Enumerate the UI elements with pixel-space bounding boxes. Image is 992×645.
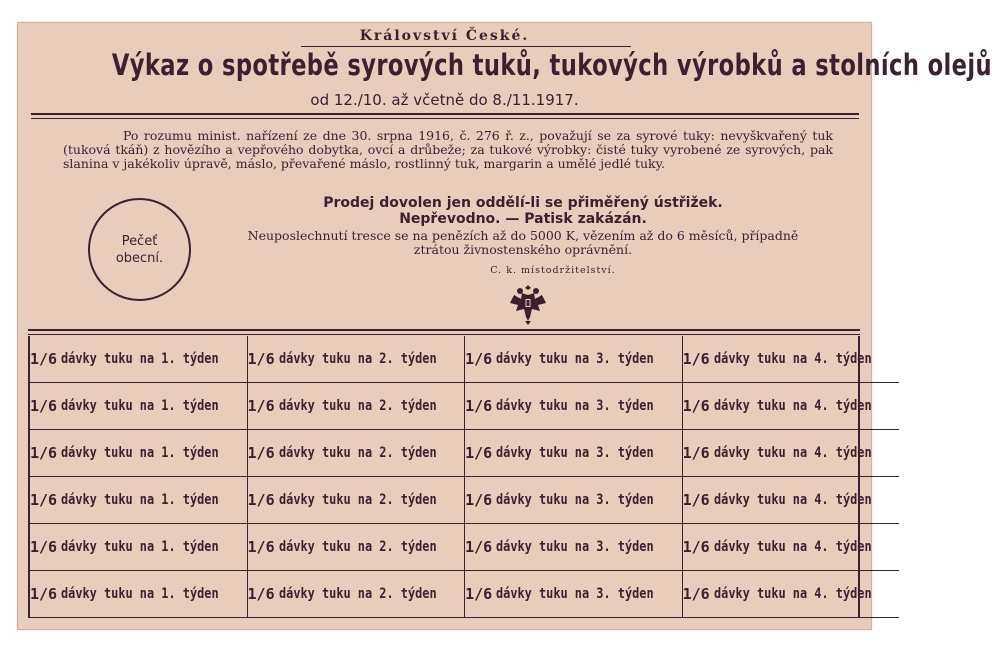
coupon-week-3[interactable] xyxy=(465,477,683,524)
coupon-week-4[interactable] xyxy=(683,524,900,571)
validity-period: od 12./10. až včetně do 8./11.1917. xyxy=(310,91,579,109)
coupon-label: dávky tuku na 2. týden xyxy=(278,445,437,461)
coupon-fraction: 1/6 xyxy=(30,585,58,603)
coupon-fraction: 1/6 xyxy=(247,491,275,509)
coupon-label: dávky tuku na 3. týden xyxy=(496,398,654,414)
coupon-label: dávky tuku na 2. týden xyxy=(278,586,437,602)
coupon-label: dávky tuku na 3. týden xyxy=(496,586,654,602)
coupon-week-3[interactable] xyxy=(465,383,683,430)
document-title: Výkaz o spotřebě syrových tuků, tukových výrobků a stolních olejů xyxy=(111,48,992,82)
coupon-fraction: 1/6 xyxy=(247,397,275,415)
coupon-fraction: 1/6 xyxy=(465,491,493,509)
municipal-seal-circle xyxy=(88,198,191,301)
coupon-fraction: 1/6 xyxy=(465,585,493,603)
coupon-fraction: 1/6 xyxy=(30,538,58,556)
coupon-week-3[interactable] xyxy=(465,336,683,383)
coupon-label: dávky tuku na 4. týden xyxy=(713,492,872,508)
coupon-week-2[interactable] xyxy=(248,336,466,383)
coupon-label: dávky tuku na 4. týden xyxy=(713,539,872,555)
coupon-fraction: 1/6 xyxy=(682,585,710,603)
coupon-fraction: 1/6 xyxy=(682,444,710,462)
coupon-week-2[interactable] xyxy=(248,383,466,430)
coupon-fraction: 1/6 xyxy=(465,538,493,556)
coupon-label: dávky tuku na 2. týden xyxy=(278,351,437,367)
coupon-fraction: 1/6 xyxy=(30,444,58,462)
coupon-week-4[interactable] xyxy=(683,571,900,618)
coupon-label: dávky tuku na 1. týden xyxy=(61,586,219,602)
coupon-week-2[interactable] xyxy=(248,524,466,571)
coupon-label: dávky tuku na 1. týden xyxy=(61,398,219,414)
coupon-fraction: 1/6 xyxy=(30,397,58,415)
coupon-week-1[interactable] xyxy=(30,336,248,383)
seal-label-line2: obecní. xyxy=(115,250,164,266)
coupon-label: dávky tuku na 4. týden xyxy=(713,398,872,414)
coupon-week-3[interactable] xyxy=(465,571,683,618)
coupon-week-2[interactable] xyxy=(248,477,466,524)
coupon-label: dávky tuku na 4. týden xyxy=(713,586,872,602)
coupon-week-4[interactable] xyxy=(683,336,900,383)
coupon-fraction: 1/6 xyxy=(682,350,710,368)
coupon-fraction: 1/6 xyxy=(465,397,493,415)
coupon-label: dávky tuku na 4. týden xyxy=(713,445,872,461)
heading-underline xyxy=(301,46,631,47)
coupon-fraction: 1/6 xyxy=(247,444,275,462)
ration-card xyxy=(17,22,992,630)
decree-text: Po rozumu minist. nařízení ze dne 30. srpna 1916, č. 276 ř. z., považují se za syrové tuky: nevyškvařený tuk (tuková tkáň) z hovězího a vepřového dobytka, ovcí a drůbeže; za tukové výrobky: čisté tuky vyrobené ze syrových, pak slanina v jakékoliv úpravě, máslo, převařené máslo, rostlinný tuk, margarin a umělé jedlé tuky. xyxy=(63,128,833,171)
coupon-label: dávky tuku na 3. týden xyxy=(496,539,654,555)
coupon-fraction: 1/6 xyxy=(247,350,275,368)
coupon-week-2[interactable] xyxy=(248,571,466,618)
coupon-label: dávky tuku na 4. týden xyxy=(713,351,872,367)
coupon-grid xyxy=(28,336,872,618)
coupon-week-1[interactable] xyxy=(30,524,248,571)
header-divider xyxy=(31,113,859,119)
coupon-week-3[interactable] xyxy=(465,430,683,477)
sale-notice: Prodej dovolen jen oddělí-li se přiměřený ústřižek. xyxy=(323,195,723,211)
transfer-notice: Nepřevodno. — Patisk zakázán. xyxy=(399,211,647,227)
coupon-week-2[interactable] xyxy=(248,430,466,477)
coupon-fraction: 1/6 xyxy=(465,350,493,368)
coupon-fraction: 1/6 xyxy=(247,538,275,556)
coupon-fraction: 1/6 xyxy=(682,538,710,556)
coupon-label: dávky tuku na 3. týden xyxy=(496,492,654,508)
issuing-authority: C. k. místodržitelství. xyxy=(490,265,616,276)
double-headed-eagle-icon xyxy=(508,281,548,325)
coupon-label: dávky tuku na 1. týden xyxy=(61,445,219,461)
coupon-week-1[interactable] xyxy=(30,430,248,477)
coupon-fraction: 1/6 xyxy=(247,585,275,603)
kingdom-heading: Království České. xyxy=(359,28,530,44)
coupon-label: dávky tuku na 1. týden xyxy=(61,492,219,508)
coupon-divider xyxy=(28,329,860,335)
seal-label-line1: Pečeť xyxy=(121,233,158,249)
coupon-label: dávky tuku na 2. týden xyxy=(278,398,437,414)
coupon-fraction: 1/6 xyxy=(30,350,58,368)
coupon-fraction: 1/6 xyxy=(465,444,493,462)
coupon-label: dávky tuku na 2. týden xyxy=(278,539,437,555)
coupon-label: dávky tuku na 1. týden xyxy=(61,351,219,367)
coupon-week-1[interactable] xyxy=(30,571,248,618)
coupon-label: dávky tuku na 2. týden xyxy=(278,492,437,508)
coupon-label: dávky tuku na 3. týden xyxy=(496,351,654,367)
penalty-text: Neuposlechnutí tresce se na penězích až do 5000 K, vězením až do 6 měsíců, případně ztrátou živnostenského oprávnění. xyxy=(247,228,799,257)
coupon-fraction: 1/6 xyxy=(30,491,58,509)
coupon-label: dávky tuku na 3. týden xyxy=(496,445,654,461)
coupon-week-4[interactable] xyxy=(683,383,900,430)
coupon-week-1[interactable] xyxy=(30,383,248,430)
coupon-week-3[interactable] xyxy=(465,524,683,571)
coupon-week-4[interactable] xyxy=(683,430,900,477)
coupon-week-4[interactable] xyxy=(683,477,900,524)
coupon-week-1[interactable] xyxy=(30,477,248,524)
coupon-fraction: 1/6 xyxy=(682,397,710,415)
coupon-fraction: 1/6 xyxy=(682,491,710,509)
coupon-label: dávky tuku na 1. týden xyxy=(61,539,219,555)
